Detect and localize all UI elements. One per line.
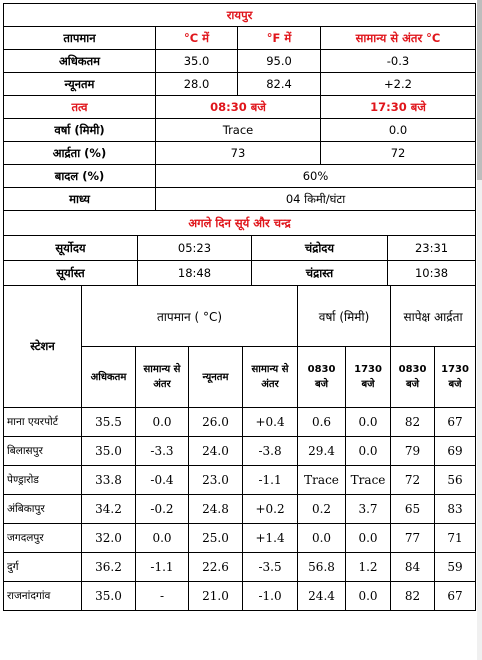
station-min-diff: +0.2	[243, 495, 298, 524]
moonset-time: 10:38	[388, 261, 476, 286]
sub-rain-1730: 1730 बजे	[346, 347, 391, 408]
station-name: बिलासपुर	[4, 437, 82, 466]
station-max: 34.2	[82, 495, 136, 524]
station-min-diff: +1.4	[243, 524, 298, 553]
station-min-diff: -3.5	[243, 553, 298, 582]
station-row	[4, 553, 476, 582]
station-min-diff: -1.1	[243, 466, 298, 495]
station-row	[4, 437, 476, 466]
station-min-diff: -3.8	[243, 437, 298, 466]
station-row	[4, 524, 476, 553]
cloud-value: 60%	[156, 165, 476, 188]
station-rain-0830: 0.6	[298, 408, 346, 437]
station-rain-1730: 0.0	[346, 408, 391, 437]
sub-min-diff: सामान्य से अंतर	[243, 347, 298, 408]
humidity-0830: 73	[156, 142, 321, 165]
station-rain-1730: 1.2	[346, 553, 391, 582]
scrollbar[interactable]	[477, 0, 482, 660]
station-max-diff: -	[136, 582, 189, 611]
station-min: 23.0	[189, 466, 243, 495]
weather-report	[3, 3, 475, 611]
min-diff: +2.2	[321, 73, 476, 96]
station-min: 22.6	[189, 553, 243, 582]
sub-max: अधिकतम	[82, 347, 136, 408]
station-max: 33.8	[82, 466, 136, 495]
sub-max-diff: सामान्य से अंतर	[136, 347, 189, 408]
station-hum-1730: 71	[435, 524, 476, 553]
station-name: जगदलपुर	[4, 524, 82, 553]
max-diff: -0.3	[321, 50, 476, 73]
sun-moon-table	[3, 210, 476, 286]
sun-moon-title: अगले दिन सूर्य और चन्द्र	[4, 211, 476, 236]
station-min-diff: -1.0	[243, 582, 298, 611]
min-f: 82.4	[238, 73, 321, 96]
moonset-label: चंद्रास्त	[252, 261, 388, 286]
celsius-header: °C में	[156, 27, 238, 50]
rain-group-header: वर्षा (मिमी)	[298, 286, 391, 347]
rain-1730: 0.0	[321, 119, 476, 142]
rain-label: वर्षा (मिमी)	[4, 119, 156, 142]
station-name: पेण्ड्रारोड	[4, 466, 82, 495]
station-min: 24.0	[189, 437, 243, 466]
max-c: 35.0	[156, 50, 238, 73]
station-rain-0830: 0.0	[298, 524, 346, 553]
station-max: 36.2	[82, 553, 136, 582]
station-max: 32.0	[82, 524, 136, 553]
station-rain-0830: Trace	[298, 466, 346, 495]
station-hum-1730: 67	[435, 408, 476, 437]
min-c: 28.0	[156, 73, 238, 96]
station-rain-1730: 3.7	[346, 495, 391, 524]
station-row	[4, 582, 476, 611]
station-max-diff: -0.4	[136, 466, 189, 495]
station-rain-1730: 0.0	[346, 582, 391, 611]
station-rain-0830: 24.4	[298, 582, 346, 611]
station-max: 35.5	[82, 408, 136, 437]
station-hum-0830: 77	[391, 524, 435, 553]
rain-0830: Trace	[156, 119, 321, 142]
station-row	[4, 466, 476, 495]
station-max-diff: -1.1	[136, 553, 189, 582]
station-name: माना एयरपोर्ट	[4, 408, 82, 437]
wind-label: माध्य	[4, 188, 156, 211]
scrollbar-thumb[interactable]	[477, 0, 482, 180]
time-1730-header: 17:30 बजे	[321, 96, 476, 119]
temp-header: तापमान	[4, 27, 156, 50]
wind-value: 04 किमी/घंटा	[156, 188, 476, 211]
station-hum-0830: 84	[391, 553, 435, 582]
diff-header: सामान्य से अंतर °C	[321, 27, 476, 50]
station-max: 35.0	[82, 437, 136, 466]
station-min: 26.0	[189, 408, 243, 437]
station-max-diff: 0.0	[136, 408, 189, 437]
station-name: राजनांदगांव	[4, 582, 82, 611]
sub-rain-0830: 0830 बजे	[298, 347, 346, 408]
time-0830-header: 08:30 बजे	[156, 96, 321, 119]
station-max: 35.0	[82, 582, 136, 611]
station-hum-1730: 83	[435, 495, 476, 524]
sunrise-label: सूर्योदय	[4, 236, 138, 261]
station-rain-0830: 0.2	[298, 495, 346, 524]
station-min: 21.0	[189, 582, 243, 611]
city-title: रायपुर	[4, 4, 476, 27]
raipur-summary-table	[3, 3, 476, 211]
station-hum-1730: 69	[435, 437, 476, 466]
stations-table	[3, 285, 476, 611]
humidity-label: आर्द्रता (%)	[4, 142, 156, 165]
station-rain-0830: 56.8	[298, 553, 346, 582]
station-rain-1730: 0.0	[346, 437, 391, 466]
sunset-time: 18:48	[138, 261, 252, 286]
station-hum-1730: 67	[435, 582, 476, 611]
moonrise-time: 23:31	[388, 236, 476, 261]
sunset-label: सूर्यास्त	[4, 261, 138, 286]
station-hum-1730: 59	[435, 553, 476, 582]
station-rain-1730: 0.0	[346, 524, 391, 553]
humidity-1730: 72	[321, 142, 476, 165]
station-rain-0830: 29.4	[298, 437, 346, 466]
fahrenheit-header: °F में	[238, 27, 321, 50]
station-rain-1730: Trace	[346, 466, 391, 495]
station-max-diff: -0.2	[136, 495, 189, 524]
station-row	[4, 408, 476, 437]
station-min: 25.0	[189, 524, 243, 553]
station-hum-0830: 72	[391, 466, 435, 495]
station-max-diff: -3.3	[136, 437, 189, 466]
station-max-diff: 0.0	[136, 524, 189, 553]
sub-min: न्यूनतम	[189, 347, 243, 408]
element-header: तत्व	[4, 96, 156, 119]
station-header: स्टेशन	[4, 286, 82, 408]
station-row	[4, 495, 476, 524]
station-name: अंबिकापुर	[4, 495, 82, 524]
station-hum-0830: 82	[391, 582, 435, 611]
station-min: 24.8	[189, 495, 243, 524]
temp-group-header: तापमान ( °C)	[82, 286, 298, 347]
station-hum-1730: 56	[435, 466, 476, 495]
station-hum-0830: 79	[391, 437, 435, 466]
max-f: 95.0	[238, 50, 321, 73]
sub-hum-0830: 0830 बजे	[391, 347, 435, 408]
cloud-label: बादल (%)	[4, 165, 156, 188]
max-label: अधिकतम	[4, 50, 156, 73]
moonrise-label: चंद्रोदय	[252, 236, 388, 261]
station-hum-0830: 65	[391, 495, 435, 524]
station-hum-0830: 82	[391, 408, 435, 437]
min-label: न्यूनतम	[4, 73, 156, 96]
humidity-group-header: सापेक्ष आर्द्रता	[391, 286, 476, 347]
sunrise-time: 05:23	[138, 236, 252, 261]
station-name: दुर्ग	[4, 553, 82, 582]
station-min-diff: +0.4	[243, 408, 298, 437]
sub-hum-1730: 1730 बजे	[435, 347, 476, 408]
